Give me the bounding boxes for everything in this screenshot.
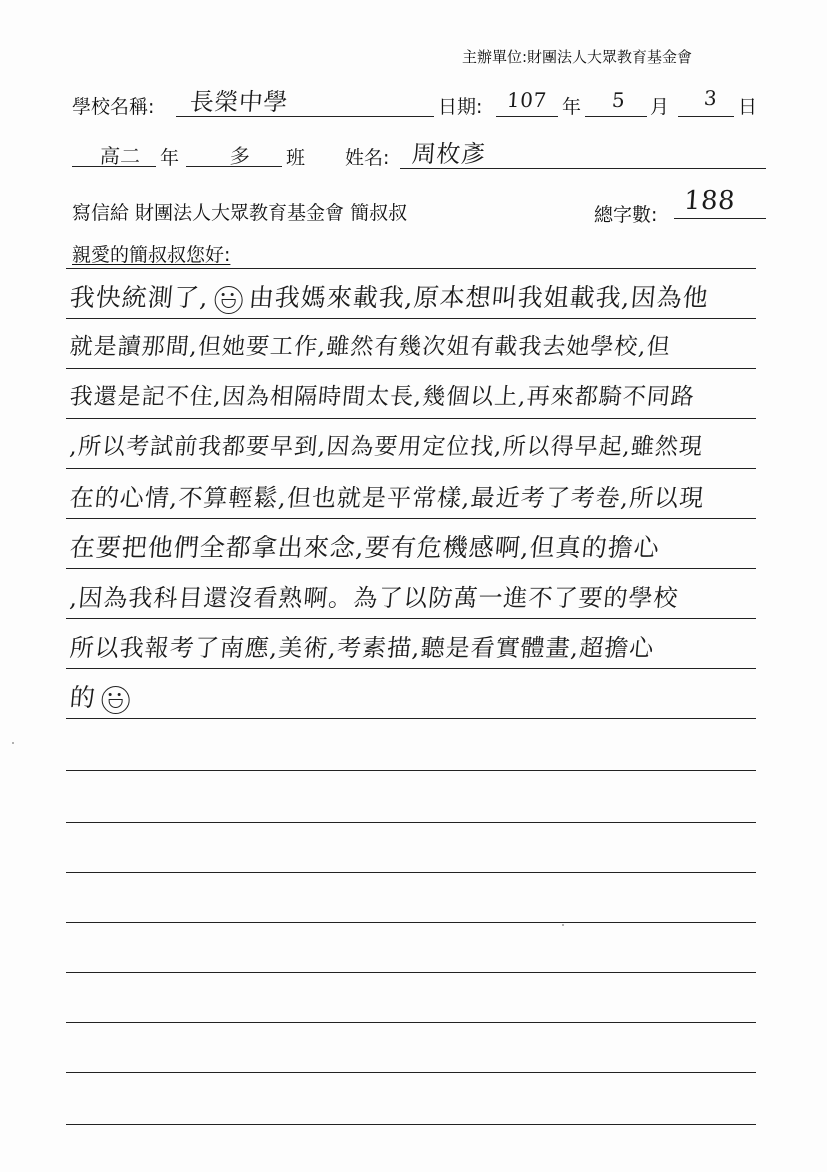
letter-line-text: 我快統測了, bbox=[68, 283, 211, 312]
ruled-line bbox=[66, 1124, 756, 1125]
name-underline bbox=[400, 168, 766, 169]
ruled-line bbox=[66, 972, 756, 973]
ruled-line bbox=[66, 1072, 756, 1073]
letter-line: 所以我報考了南應,美術,考素描,聽是看實體畫,超擔心 bbox=[68, 634, 656, 662]
ruled-line bbox=[66, 518, 756, 519]
recipient-text: 寫信給 財團法人大眾教育基金會 簡叔叔 bbox=[72, 202, 408, 224]
word-count-label: 總字數: bbox=[594, 204, 658, 226]
letter-line bbox=[68, 278, 710, 314]
month-value: 5 bbox=[611, 88, 627, 112]
ruled-line bbox=[66, 822, 756, 823]
school-underline bbox=[176, 116, 434, 117]
ruled-line bbox=[66, 318, 756, 319]
word-count-underline bbox=[674, 218, 766, 219]
day-underline bbox=[678, 116, 734, 117]
grade-value: 高二 bbox=[99, 144, 142, 168]
ruled-line bbox=[66, 268, 756, 269]
letter-line: 就是讀那間,但她要工作,雖然有幾次姐有載我去她學校,但 bbox=[68, 334, 672, 360]
ruled-line bbox=[66, 668, 756, 669]
smiley-face-icon bbox=[102, 686, 130, 714]
letter-line: 在要把他們全都拿出來念,要有危機感啊,但真的擔心 bbox=[68, 533, 662, 562]
organizer-text: 主辦單位:財團法人大眾教育基金會 bbox=[462, 48, 693, 66]
day-value: 3 bbox=[703, 86, 719, 110]
class-value: 多 bbox=[229, 144, 252, 168]
letter-line: ,因為我科目還沒看熟啊。為了以防萬一進不了要的學校 bbox=[68, 584, 680, 612]
ruled-line bbox=[66, 468, 756, 469]
grade-unit: 年 bbox=[160, 147, 180, 169]
scan-speck bbox=[562, 924, 564, 926]
letter-line bbox=[68, 678, 137, 714]
school-value: 長榮中學 bbox=[188, 88, 289, 116]
letter-line-text: 的 bbox=[68, 683, 98, 712]
letter-line: ,所以考試前我都要早到,因為要用定位找,所以得早起,雖然現 bbox=[68, 434, 705, 460]
class-underline bbox=[186, 166, 282, 167]
ruled-line bbox=[66, 770, 756, 771]
ruled-line bbox=[66, 618, 756, 619]
letter-line-text: 由我媽來載我,原本想叫我姐載我,因為他 bbox=[247, 283, 710, 312]
day-unit: 日 bbox=[738, 96, 758, 118]
month-unit: 月 bbox=[650, 96, 670, 118]
ruled-line bbox=[66, 922, 756, 923]
ruled-line bbox=[66, 568, 756, 569]
greeting-text: 親愛的簡叔叔您好: bbox=[72, 244, 231, 266]
class-unit: 班 bbox=[286, 147, 306, 169]
month-underline bbox=[585, 116, 647, 117]
scan-speck bbox=[12, 742, 14, 744]
ruled-line bbox=[66, 418, 756, 419]
smiley-face-icon bbox=[215, 286, 243, 314]
ruled-line bbox=[66, 718, 756, 719]
letter-line: 在的心情,不算輕鬆,但也就是平常樣,最近考了考卷,所以現 bbox=[68, 484, 706, 512]
year-value: 107 bbox=[506, 88, 548, 112]
year-underline bbox=[496, 116, 558, 117]
word-count-value: 188 bbox=[682, 186, 737, 216]
year-unit: 年 bbox=[562, 96, 582, 118]
ruled-line bbox=[66, 1022, 756, 1023]
date-label: 日期: bbox=[438, 96, 483, 118]
ruled-line bbox=[66, 368, 756, 369]
letter-line: 我還是記不住,因為相隔時間太長,幾個以上,再來都騎不同路 bbox=[68, 384, 696, 410]
grade-underline bbox=[72, 166, 156, 167]
school-label: 學校名稱: bbox=[72, 96, 155, 118]
name-label: 姓名: bbox=[345, 147, 390, 169]
ruled-line bbox=[66, 872, 756, 873]
name-value: 周枚彥 bbox=[410, 140, 487, 168]
